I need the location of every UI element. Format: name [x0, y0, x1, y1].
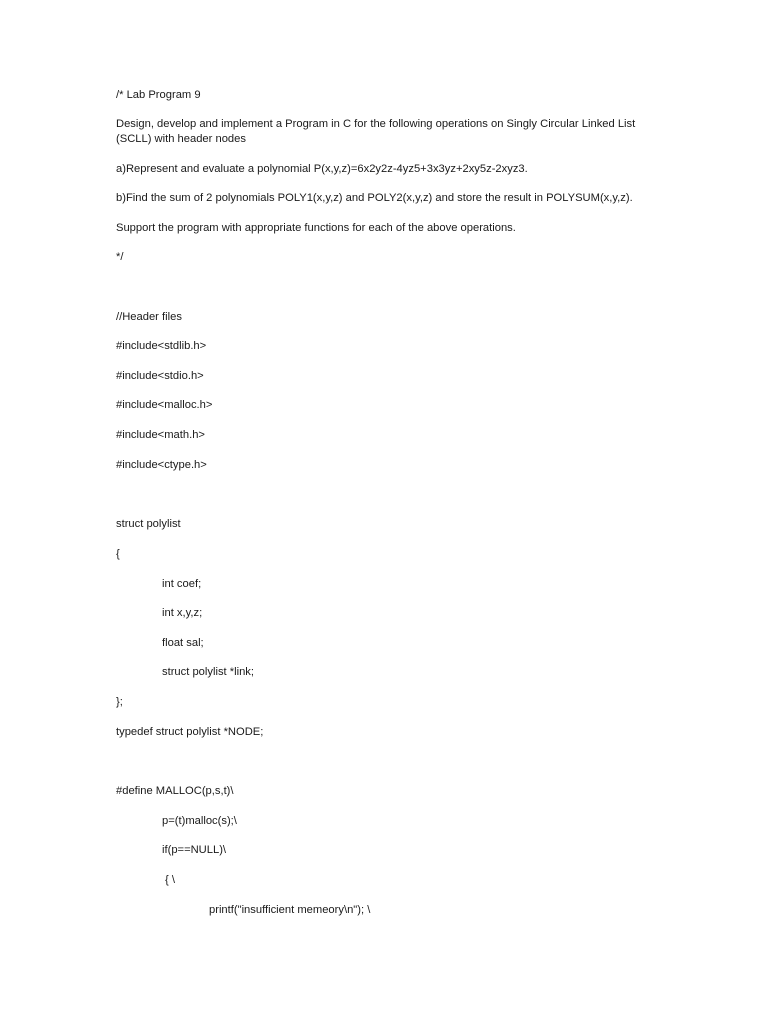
macro-null-check: if(p==NULL)\: [162, 844, 227, 856]
header-files-comment: //Header files: [116, 311, 182, 323]
struct-declaration: struct polylist: [116, 518, 181, 530]
part-b-text: b)Find the sum of 2 polynomials POLY1(x,y,z) and POLY2(x,y,z) and store the result in POLYSUM(x,y,z).: [116, 192, 633, 204]
struct-brace-close: };: [116, 696, 123, 708]
macro-printf: printf("insufficient memeory\n"); \: [209, 904, 371, 916]
include-line: #include<stdio.h>: [116, 370, 204, 382]
macro-assign: p=(t)malloc(s);\: [162, 815, 237, 827]
comment-close: */: [116, 251, 124, 263]
include-line: #include<ctype.h>: [116, 459, 207, 471]
include-line: #include<stdlib.h>: [116, 340, 207, 352]
struct-field: struct polylist *link;: [162, 666, 255, 678]
struct-field: int x,y,z;: [162, 607, 203, 619]
macro-define: #define MALLOC(p,s,t)\: [116, 785, 234, 797]
part-a-text: a)Represent and evaluate a polynomial P(x,y,z)=6x2y2z-4yz5+3x3yz+2xy5z-2xyz3.: [116, 163, 528, 175]
macro-brace-open: { \: [165, 874, 175, 886]
program-description: Design, develop and implement a Program in C for the following operations on Singly Circular Linked List (SCLL) with header nodes: [116, 118, 636, 145]
struct-field: float sal;: [162, 637, 204, 649]
include-line: #include<math.h>: [116, 429, 205, 441]
struct-brace-open: {: [116, 548, 120, 560]
support-text: Support the program with appropriate functions for each of the above operations.: [116, 222, 516, 234]
comment-open: /* Lab Program 9: [116, 89, 201, 101]
include-line: #include<malloc.h>: [116, 399, 213, 411]
typedef-line: typedef struct polylist *NODE;: [116, 726, 264, 738]
struct-field: int coef;: [162, 578, 202, 590]
